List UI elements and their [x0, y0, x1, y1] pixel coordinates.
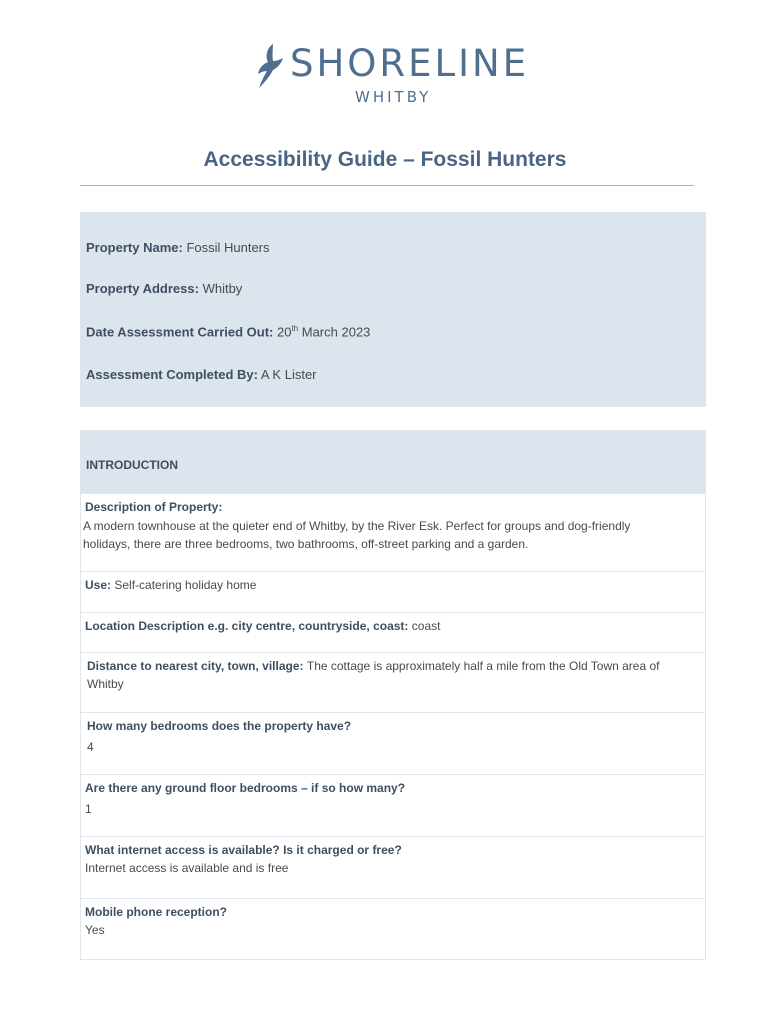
assessor-label: Assessment Completed By:	[86, 367, 258, 382]
internet-row	[81, 836, 705, 898]
title-divider	[80, 185, 694, 186]
internet-answer: Internet access is available and is free	[85, 861, 289, 875]
assessor-line	[86, 367, 317, 382]
logo-name: SHORELINE	[290, 42, 530, 85]
description-answer-line-1: A modern townhouse at the quieter end of Whitby, by the River Esk. Perfect for groups and dog-friendly	[83, 519, 631, 533]
assessment-date-suffix: th	[291, 324, 299, 333]
ground-floor-question: Are there any ground floor bedrooms – if so how many?	[85, 781, 406, 795]
logo-location: WHITBY	[355, 88, 432, 106]
property-name-line	[86, 240, 270, 255]
assessment-date-rest: March 2023	[301, 324, 371, 340]
introduction-heading: INTRODUCTION	[86, 458, 178, 472]
assessment-date-day: 20	[276, 324, 292, 340]
location-row	[81, 612, 705, 652]
distance-question: Distance to nearest city, town, village:	[87, 659, 304, 673]
location-answer: coast	[411, 619, 441, 633]
page-title: Accessibility Guide – Fossil Hunters	[203, 148, 567, 171]
introduction-header	[81, 431, 705, 493]
use-line	[85, 578, 256, 592]
property-address-line	[86, 281, 242, 296]
shoreline-logo	[255, 40, 530, 110]
ground-floor-answer: 1	[85, 802, 92, 816]
property-address-value: Whitby	[202, 281, 243, 296]
distance-row	[81, 652, 705, 712]
distance-answer-line-2: Whitby	[87, 677, 124, 691]
mobile-row	[81, 898, 705, 959]
bedrooms-row	[81, 712, 705, 774]
bedrooms-question: How many bedrooms does the property have?	[87, 719, 352, 733]
description-row	[81, 493, 705, 571]
property-name-value: Fossil Hunters	[186, 240, 270, 255]
description-question: Description of Property:	[85, 500, 223, 514]
distance-line	[87, 659, 659, 673]
introduction-section	[80, 430, 706, 960]
property-info-box	[80, 212, 706, 407]
bedrooms-answer: 4	[87, 740, 94, 754]
assessment-date-label: Date Assessment Carried Out:	[86, 324, 274, 340]
location-question: Location Description e.g. city centre, countryside, coast:	[85, 619, 409, 633]
location-line	[85, 619, 440, 633]
assessment-date-line	[86, 324, 370, 339]
ground-floor-row	[81, 774, 705, 836]
mobile-answer: Yes	[85, 923, 105, 937]
internet-question: What internet access is available? Is it charged or free?	[85, 843, 402, 857]
seabird-icon	[255, 42, 285, 90]
description-answer-line-2: holidays, there are three bedrooms, two bathrooms, off-street parking and a garden.	[83, 537, 529, 551]
use-row	[81, 571, 705, 612]
property-name-label: Property Name:	[86, 240, 183, 255]
property-address-label: Property Address:	[86, 281, 199, 296]
distance-answer-line-1: The cottage is approximately half a mile from the Old Town area of	[306, 659, 660, 673]
mobile-question: Mobile phone reception?	[85, 905, 228, 919]
use-question: Use:	[85, 578, 112, 592]
use-answer: Self-catering holiday home	[114, 578, 257, 592]
assessor-value: A K Lister	[260, 367, 317, 382]
